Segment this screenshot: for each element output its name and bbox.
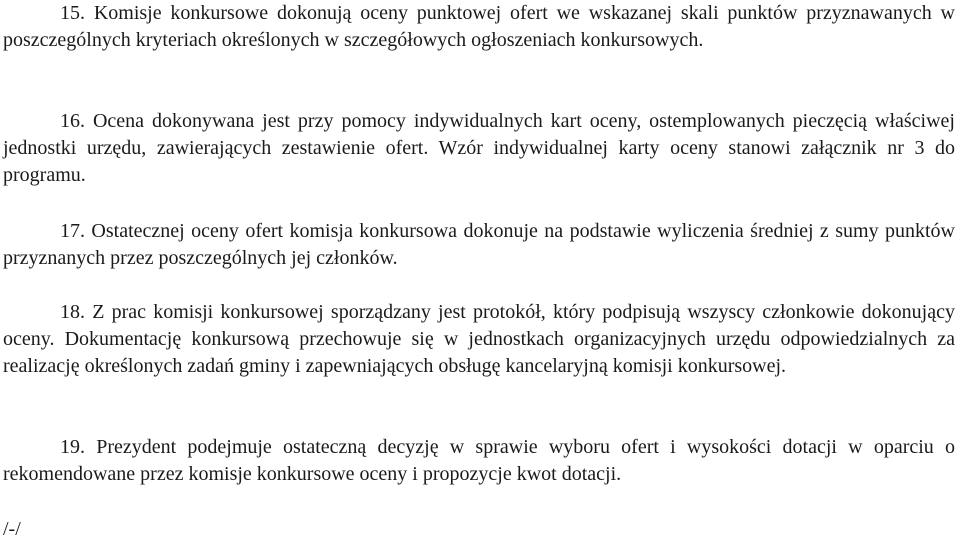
paragraph-18: 18. Z prac komisji konkursowej sporządzany jest protokół, który podpisują wszyscy członkowie dokonujący oceny. Dokumentację konkursową przechowuje się w jednostkach organizacyjnych urzędu odpowiedzialnych za realizację określonych zadań gminy i zapewniających obsługę kancelaryjną komisji konkursowej. — [3, 301, 955, 377]
signature-mark: /-/ — [3, 518, 21, 540]
paragraph-17: 17. Ostatecznej oceny ofert komisja konkursowa dokonuje na podstawie wyliczenia średniej z sumy punktów przyznanych przez poszczególnych jej członków. — [3, 220, 955, 269]
paragraph-19: 19. Prezydent podejmuje ostateczną decyzję w sprawie wyboru ofert i wysokości dotacji w oparciu o rekomendowane przez komisje konkursowe oceny i propozycje kwot dotacji. — [3, 436, 955, 485]
paragraph-15: 15. Komisje konkursowe dokonują oceny punktowej ofert we wskazanej skali punktów przyznawanych w poszczególnych kryteriach określonych w szczegółowych ogłoszeniach konkursowych. — [3, 2, 955, 51]
paragraph-16: 16. Ocena dokonywana jest przy pomocy indywidualnych kart oceny, ostemplowanych pieczęcią właściwej jednostki urzędu, zawierających zestawienie ofert. Wzór indywidualnej karty oceny stanowi załącznik nr 3 do programu. — [3, 110, 955, 186]
